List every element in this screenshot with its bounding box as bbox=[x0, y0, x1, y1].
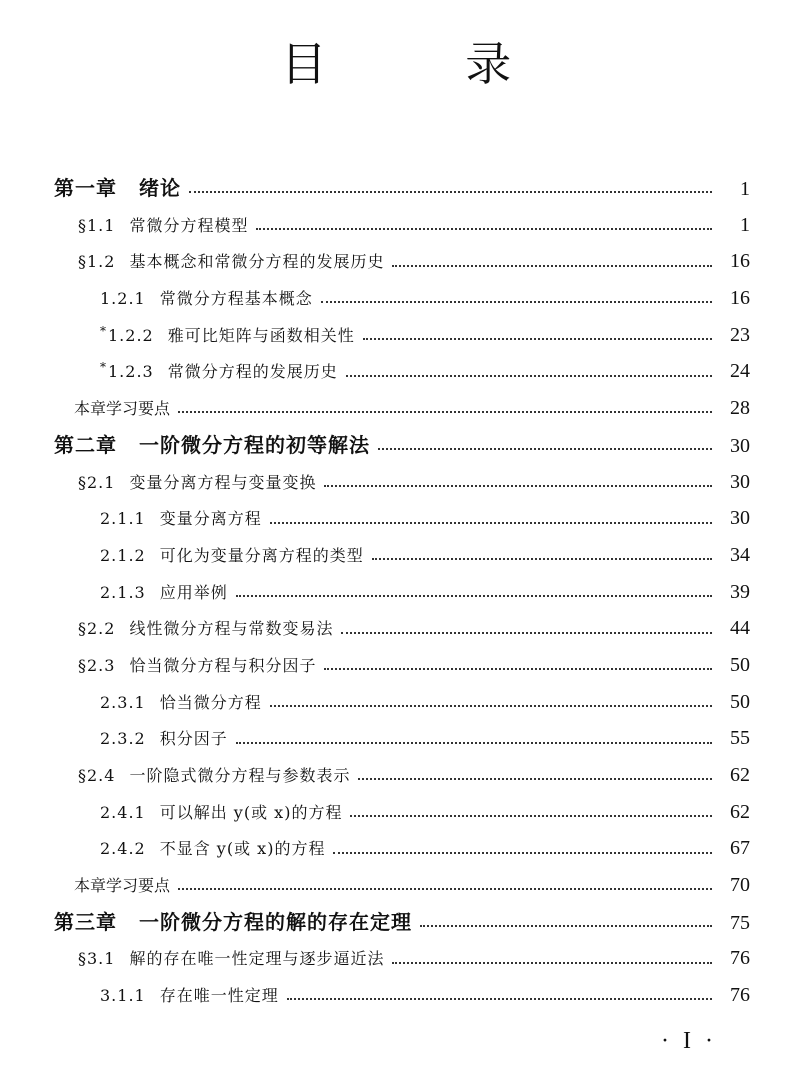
toc-entry-chapter bbox=[54, 170, 750, 207]
dot-leader bbox=[287, 998, 712, 1000]
toc-entry-title: 恰当微分方程与积分因子 bbox=[129, 655, 317, 675]
toc-entry-page: 16 bbox=[730, 287, 750, 310]
toc-entry-title: 不显含 y(或 x)的方程 bbox=[159, 839, 326, 859]
toc-entry-number: 第二章 bbox=[54, 432, 117, 457]
toc-entry-number: 2.1.1 bbox=[100, 509, 146, 529]
dot-leader bbox=[270, 522, 712, 524]
dot-leader bbox=[392, 962, 712, 964]
toc-entry-subsection bbox=[54, 537, 750, 574]
dot-leader bbox=[392, 265, 712, 267]
toc-entry-title: 可化为变量分离方程的类型 bbox=[159, 545, 364, 565]
toc-entry-section bbox=[54, 207, 750, 244]
toc-entry-page: 55 bbox=[730, 727, 750, 750]
toc-entry-chapter bbox=[54, 904, 750, 941]
dot-leader bbox=[256, 228, 712, 230]
toc-entry-chapter bbox=[54, 427, 750, 464]
table-of-contents bbox=[54, 170, 750, 1014]
toc-entry-page: 44 bbox=[730, 617, 750, 640]
toc-entry-section bbox=[54, 647, 750, 684]
toc-entry-title: 本章学习要点 bbox=[74, 876, 171, 896]
toc-entry-page: 30 bbox=[730, 434, 750, 457]
toc-entry-title: 应用举例 bbox=[159, 582, 228, 602]
toc-entry-page: 30 bbox=[730, 507, 750, 530]
toc-entry-number: 2.1.2 bbox=[100, 545, 146, 565]
toc-entry-title: 常微分方程模型 bbox=[129, 215, 249, 235]
toc-entry-subsection bbox=[54, 684, 750, 721]
toc-entry-title: 一阶隐式微分方程与参数表示 bbox=[129, 766, 351, 785]
toc-entry-subsection bbox=[54, 280, 750, 317]
toc-entry-title: 常微分方程的发展历史 bbox=[167, 362, 338, 382]
toc-entry-title: 变量分离方程 bbox=[159, 509, 262, 529]
toc-entry-subsection bbox=[54, 830, 750, 867]
dot-leader bbox=[324, 668, 712, 670]
toc-entry-number: §2.4 bbox=[78, 766, 116, 785]
toc-entry-page: 50 bbox=[730, 690, 750, 713]
toc-entry-title: 绪论 bbox=[139, 176, 181, 200]
toc-entry-page: 1 bbox=[740, 178, 750, 200]
toc-entry-title: 基本概念和常微分方程的发展历史 bbox=[129, 252, 385, 272]
toc-entry-section bbox=[54, 464, 750, 501]
page-number: · I · bbox=[661, 1028, 717, 1054]
toc-entry-page: 34 bbox=[730, 543, 750, 566]
toc-entry-number: §2.3 bbox=[78, 655, 116, 675]
toc-entry-title: 存在唯一性定理 bbox=[159, 986, 279, 1006]
toc-entry-subsection bbox=[54, 500, 750, 537]
toc-entry-title: 一阶微分方程的解的存在定理 bbox=[139, 909, 412, 934]
toc-entry-page: 39 bbox=[730, 580, 750, 603]
toc-entry-page: 75 bbox=[730, 911, 750, 934]
toc-entry-number: 第三章 bbox=[54, 909, 117, 934]
dot-leader bbox=[378, 448, 712, 450]
toc-entry-number: 2.4.1 bbox=[100, 802, 146, 822]
dot-leader bbox=[236, 595, 712, 597]
toc-entry-page: 62 bbox=[730, 800, 750, 823]
dot-leader bbox=[346, 375, 712, 377]
optional-marker: * bbox=[100, 360, 107, 375]
dot-leader bbox=[333, 852, 712, 854]
toc-entry-title: 一阶微分方程的初等解法 bbox=[139, 432, 370, 457]
toc-entry-subsection bbox=[54, 977, 750, 1014]
toc-entry-title: 雅可比矩阵与函数相关性 bbox=[167, 325, 355, 345]
toc-entry-number: §3.1 bbox=[78, 949, 116, 969]
toc-entry-subsection bbox=[54, 353, 750, 390]
toc-entry-number: 2.4.2 bbox=[100, 839, 146, 859]
dot-leader bbox=[372, 558, 712, 560]
toc-entry-section bbox=[54, 940, 750, 977]
toc-entry-number: 1.2.2 bbox=[108, 325, 154, 345]
dot-leader bbox=[350, 815, 712, 817]
toc-entry-page: 67 bbox=[730, 837, 750, 860]
toc-entry-number: §1.2 bbox=[78, 252, 116, 272]
toc-entry-title: 变量分离方程与变量变换 bbox=[129, 472, 317, 492]
dot-leader bbox=[363, 338, 712, 340]
toc-entry-page: 16 bbox=[730, 250, 750, 273]
toc-entry-number: 1.2.3 bbox=[108, 362, 154, 382]
toc-entry-subsection bbox=[54, 574, 750, 611]
toc-entry-title: 线性微分方程与常数变易法 bbox=[129, 619, 334, 639]
dot-leader bbox=[270, 705, 712, 707]
toc-entry-summary bbox=[54, 390, 750, 427]
toc-entry-page: 23 bbox=[730, 323, 750, 346]
toc-entry-page: 70 bbox=[730, 874, 750, 897]
toc-entry-number: 1.2.1 bbox=[100, 289, 146, 309]
optional-marker: * bbox=[100, 323, 107, 338]
toc-entry-subsection bbox=[54, 720, 750, 757]
toc-entry-subsection bbox=[54, 794, 750, 831]
toc-entry-subsection bbox=[54, 317, 750, 354]
dot-leader bbox=[358, 778, 712, 780]
toc-entry-page: 76 bbox=[730, 984, 750, 1007]
toc-entry-page: 1 bbox=[740, 213, 750, 236]
page-title: 目 录 bbox=[280, 37, 574, 91]
toc-entry-page: 30 bbox=[730, 470, 750, 493]
dot-leader bbox=[189, 191, 712, 193]
toc-entry-page: 28 bbox=[730, 397, 750, 420]
toc-entry-section bbox=[54, 757, 750, 794]
toc-entry-number: 2.3.2 bbox=[100, 729, 146, 749]
dot-leader bbox=[236, 742, 712, 744]
toc-entry-page: 24 bbox=[730, 360, 750, 383]
toc-entry-number: §2.1 bbox=[78, 472, 116, 492]
toc-entry-page: 76 bbox=[730, 947, 750, 970]
toc-entry-number: 第一章 bbox=[54, 176, 117, 200]
toc-entry-number: §2.2 bbox=[78, 619, 116, 639]
toc-entry-page: 50 bbox=[730, 653, 750, 676]
toc-entry-number: 2.3.1 bbox=[100, 692, 146, 712]
toc-entry-section bbox=[54, 243, 750, 280]
toc-entry-title: 本章学习要点 bbox=[74, 399, 171, 419]
dot-leader bbox=[341, 632, 712, 634]
toc-entry-title: 可以解出 y(或 x)的方程 bbox=[159, 802, 343, 822]
toc-entry-title: 常微分方程基本概念 bbox=[159, 289, 313, 309]
toc-entry-summary bbox=[54, 867, 750, 904]
toc-entry-title: 积分因子 bbox=[159, 729, 228, 749]
toc-entry-section bbox=[54, 610, 750, 647]
toc-entry-number: 3.1.1 bbox=[100, 986, 146, 1006]
toc-entry-title: 恰当微分方程 bbox=[159, 692, 262, 712]
dot-leader bbox=[324, 485, 712, 487]
toc-entry-number: 2.1.3 bbox=[100, 582, 146, 602]
toc-entry-title: 解的存在唯一性定理与逐步逼近法 bbox=[129, 949, 385, 969]
dot-leader bbox=[321, 301, 712, 303]
dot-leader bbox=[178, 411, 712, 413]
toc-entry-number: §1.1 bbox=[78, 215, 116, 235]
toc-entry-page: 62 bbox=[730, 764, 750, 786]
dot-leader bbox=[178, 888, 712, 890]
dot-leader bbox=[420, 925, 712, 927]
